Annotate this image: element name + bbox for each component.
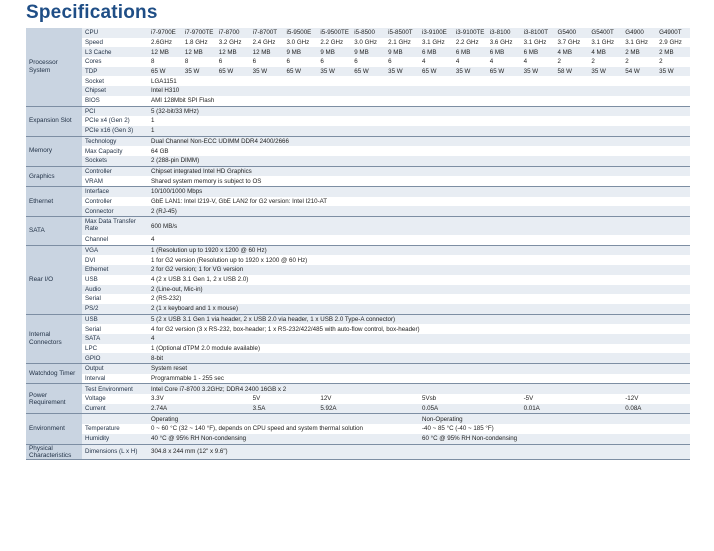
cpu-value-cell: i5-9500TE	[317, 28, 351, 38]
spec-row	[26, 255, 690, 265]
cpu-value-cell: 6	[250, 57, 284, 67]
spec-row	[26, 187, 690, 197]
cpu-value-cell: 9 MB	[284, 47, 318, 57]
spec-row	[26, 334, 690, 344]
power-value-cell: 5Vsb	[419, 394, 521, 404]
cpu-value-cell: 6 MB	[419, 47, 453, 57]
cpu-value-cell: G5400T	[588, 28, 622, 38]
cpu-value-cell: 65 W	[216, 67, 250, 77]
spec-value: Intel Core i7-8700 3.2GHz; DDR4 2400 16GB x 2	[148, 384, 690, 394]
spec-value: 5 (32-bit/33 MHz)	[148, 106, 690, 116]
spec-value: LGA1151	[148, 76, 690, 86]
row-label: Sockets	[82, 156, 148, 166]
cpu-value-cell: 3.2 GHz	[216, 38, 250, 48]
spec-row	[26, 294, 690, 304]
spec-value: 8-bit	[148, 353, 690, 363]
row-label: USB	[82, 314, 148, 324]
row-label: Controller	[82, 197, 148, 207]
spec-value: 1	[148, 116, 690, 126]
cpu-value-cell: 4 MB	[588, 47, 622, 57]
cpu-value-cell: 2	[588, 57, 622, 67]
power-value-cell: 0.01A	[521, 404, 623, 414]
spec-row	[26, 324, 690, 334]
power-value-cell: 3.5A	[250, 404, 318, 414]
power-value-cell: 3.3V	[148, 394, 250, 404]
cpu-value-cell: 2.4 GHz	[250, 38, 284, 48]
section-label: Processor System	[26, 28, 82, 106]
cpu-value-cell: i3-8100	[487, 28, 521, 38]
row-label: VRAM	[82, 176, 148, 186]
cpu-value-cell: 6 MB	[521, 47, 555, 57]
cpu-value-cell: 6	[216, 57, 250, 67]
power-value-cell: 2.74A	[148, 404, 250, 414]
spec-row	[26, 384, 690, 394]
cpu-value-cell: 3.1 GHz	[419, 38, 453, 48]
cpu-value-cell: i5-9500E	[284, 28, 318, 38]
cpu-value-cell: 65 W	[419, 67, 453, 77]
spec-value: 2 for G2 version; 1 for VG version	[148, 265, 690, 275]
spec-row	[26, 314, 690, 324]
cpu-value-cell: 9 MB	[317, 47, 351, 57]
spec-row	[26, 197, 690, 207]
spec-value: 2 (288-pin DIMM)	[148, 156, 690, 166]
cpu-value-cell: 3.0 GHz	[284, 38, 318, 48]
spec-row	[26, 444, 690, 460]
row-label: GPIO	[82, 353, 148, 363]
cpu-value-cell: 35 W	[317, 67, 351, 77]
row-label: LPC	[82, 344, 148, 354]
row-label: Channel	[82, 235, 148, 245]
spec-value: 1 (Resolution up to 1920 x 1200 @ 60 Hz)	[148, 245, 690, 255]
environment-value-cell: 0 ~ 60 °C (32 ~ 140 °F), depends on CPU speed and system thermal solution	[148, 424, 419, 434]
spec-row	[26, 166, 690, 176]
spec-value: 5 (2 x USB 3.1 Gen 1 via header, 2 x USB 2.0 via header, 1 x USB 2.0 Type-A connector)	[148, 314, 690, 324]
row-label: Serial	[82, 294, 148, 304]
row-label: Socket	[82, 76, 148, 86]
cpu-value-cell: 3.7 GHz	[555, 38, 589, 48]
cpu-value-cell: 35 W	[521, 67, 555, 77]
row-label: PCI	[82, 106, 148, 116]
power-value-cell: 0.08A	[622, 404, 690, 414]
row-label: Interval	[82, 374, 148, 384]
cpu-value-cell: 3.1 GHz	[521, 38, 555, 48]
power-value-cell: -5V	[521, 394, 623, 404]
section-label: Rear I/O	[26, 245, 82, 314]
spec-table-body	[26, 28, 690, 460]
spec-value: 1 for G2 version (Resolution up to 1920 x 1200 @ 60 Hz)	[148, 255, 690, 265]
cpu-value-cell: 6 MB	[487, 47, 521, 57]
spec-value: 4 (2 x USB 3.1 Gen 1, 2 x USB 2.0)	[148, 275, 690, 285]
row-label: Technology	[82, 136, 148, 146]
row-label: Output	[82, 364, 148, 374]
cpu-value-cell: 8	[182, 57, 216, 67]
row-label: DVI	[82, 255, 148, 265]
section-label: Internal Connectors	[26, 314, 82, 363]
spec-row	[26, 67, 690, 77]
cpu-value-cell: 6	[317, 57, 351, 67]
cpu-value-cell: 2	[555, 57, 589, 67]
spec-row	[26, 86, 690, 96]
section-label: Power Requirement	[26, 384, 82, 414]
cpu-value-cell: 12 MB	[216, 47, 250, 57]
cpu-value-cell: 2 MB	[622, 47, 656, 57]
cpu-value-cell: G4900	[622, 28, 656, 38]
row-label: Voltage	[82, 394, 148, 404]
spec-row	[26, 374, 690, 384]
row-label: Max Data Transfer Rate	[82, 217, 148, 236]
spec-value: 1	[148, 126, 690, 136]
cpu-value-cell: 4	[453, 57, 487, 67]
cpu-value-cell: 65 W	[148, 67, 182, 77]
spec-row	[26, 364, 690, 374]
spec-value: 2 (RJ-45)	[148, 206, 690, 216]
spec-row	[26, 96, 690, 106]
spec-row	[26, 344, 690, 354]
spec-row	[26, 245, 690, 255]
cpu-value-cell: 2	[656, 57, 690, 67]
power-value-cell: 5.92A	[317, 404, 419, 414]
cpu-value-cell: i3-9100TE	[453, 28, 487, 38]
row-label: Cores	[82, 57, 148, 67]
cpu-value-cell: 4	[419, 57, 453, 67]
cpu-value-cell: 8	[148, 57, 182, 67]
spec-value: 600 MB/s	[148, 217, 690, 236]
power-value-cell: -12V	[622, 394, 690, 404]
cpu-value-cell: i5-8500	[351, 28, 385, 38]
cpu-value-cell: 3.0 GHz	[351, 38, 385, 48]
section-label: Watchdog Timer	[26, 364, 82, 384]
row-label: Test Environment	[82, 384, 148, 394]
row-label: PS/2	[82, 304, 148, 314]
cpu-value-cell: 4	[487, 57, 521, 67]
power-value-cell: 0.05A	[419, 404, 521, 414]
cpu-value-cell: 6	[284, 57, 318, 67]
spec-row	[26, 28, 690, 38]
spec-row	[26, 57, 690, 67]
cpu-value-cell: 6	[351, 57, 385, 67]
cpu-value-cell: 4 MB	[555, 47, 589, 57]
spec-value: 10/100/1000 Mbps	[148, 187, 690, 197]
spec-row	[26, 217, 690, 236]
cpu-value-cell: 3.6 GHz	[487, 38, 521, 48]
row-label: Humidity	[82, 434, 148, 444]
row-label: PCIe x16 (Gen 3)	[82, 126, 148, 136]
cpu-value-cell: 35 W	[656, 67, 690, 77]
cpu-value-cell: 35 W	[182, 67, 216, 77]
spec-value: 64 GB	[148, 146, 690, 156]
cpu-value-cell: 35 W	[250, 67, 284, 77]
spec-row	[26, 47, 690, 57]
section-label: Physical Characteristics	[26, 444, 82, 460]
power-value-cell: 5V	[250, 394, 318, 404]
section-label: Expansion Slot	[26, 106, 82, 136]
spec-value: 2 (1 x keyboard and 1 x mouse)	[148, 304, 690, 314]
row-label: PCIe x4 (Gen 2)	[82, 116, 148, 126]
row-label: USB	[82, 275, 148, 285]
row-label: BIOS	[82, 96, 148, 106]
cpu-value-cell: 2.2 GHz	[317, 38, 351, 48]
row-label: L3 Cache	[82, 47, 148, 57]
row-label: Max Capacity	[82, 146, 148, 156]
spec-table	[26, 28, 690, 460]
cpu-value-cell: 35 W	[588, 67, 622, 77]
environment-value-cell: 40 °C @ 95% RH Non-condensing	[148, 434, 419, 444]
cpu-value-cell: 35 W	[385, 67, 419, 77]
spec-row	[26, 176, 690, 186]
cpu-value-cell: G4900T	[656, 28, 690, 38]
cpu-value-cell: 65 W	[284, 67, 318, 77]
spec-row	[26, 285, 690, 295]
spec-value: Programmable 1 - 255 sec	[148, 374, 690, 384]
row-label: Chipset	[82, 86, 148, 96]
cpu-value-cell: 9 MB	[351, 47, 385, 57]
spec-row	[26, 156, 690, 166]
row-label: CPU	[82, 28, 148, 38]
cpu-value-cell: 2.6GHz	[148, 38, 182, 48]
cpu-value-cell: 2.2 GHz	[453, 38, 487, 48]
cpu-value-cell: 12 MB	[250, 47, 284, 57]
spec-value: 4 for G2 version (3 x RS-232, box-header; 1 x RS-232/422/485 with auto-flow control, box-header)	[148, 324, 690, 334]
spec-row	[26, 304, 690, 314]
cpu-value-cell: 58 W	[555, 67, 589, 77]
spec-value: 2 (Line-out, Mic-in)	[148, 285, 690, 295]
cpu-value-cell: 3.1 GHz	[622, 38, 656, 48]
spec-value: Dual Channel Non-ECC UDIMM DDR4 2400/2666	[148, 136, 690, 146]
environment-value-cell: -40 ~ 85 °C (-40 ~ 185 °F)	[419, 424, 690, 434]
spec-row	[26, 404, 690, 414]
cpu-value-cell: i7-8700T	[250, 28, 284, 38]
row-label: Connector	[82, 206, 148, 216]
cpu-value-cell: i3-8100T	[521, 28, 555, 38]
spec-row	[26, 38, 690, 48]
spec-row	[26, 394, 690, 404]
spec-value: 1 (Optional dTPM 2.0 module available)	[148, 344, 690, 354]
section-label: Ethernet	[26, 187, 82, 217]
spec-row	[26, 235, 690, 245]
spec-row	[26, 106, 690, 116]
cpu-value-cell: 2.9 GHz	[656, 38, 690, 48]
spec-row	[26, 206, 690, 216]
cpu-value-cell: 6 MB	[453, 47, 487, 57]
row-label: TDP	[82, 67, 148, 77]
cpu-value-cell: 2	[622, 57, 656, 67]
spec-row	[26, 136, 690, 146]
spec-row	[26, 76, 690, 86]
spec-row	[26, 146, 690, 156]
cpu-value-cell: 35 W	[453, 67, 487, 77]
cpu-value-cell: 2 MB	[656, 47, 690, 57]
spec-value: 304.8 x 244 mm (12" x 9.6")	[148, 444, 690, 460]
cpu-value-cell: G5400	[555, 28, 589, 38]
row-label	[82, 414, 148, 424]
row-label: Interface	[82, 187, 148, 197]
section-label: Graphics	[26, 166, 82, 186]
cpu-value-cell: 12 MB	[182, 47, 216, 57]
cpu-value-cell: i7-9700TE	[182, 28, 216, 38]
spec-row	[26, 126, 690, 136]
cpu-value-cell: 6	[385, 57, 419, 67]
spec-value: GbE LAN1: Intel I219-V, GbE LAN2 for G2 version: Intel I210-AT	[148, 197, 690, 207]
cpu-value-cell: i3-9100E	[419, 28, 453, 38]
spec-value: 4	[148, 334, 690, 344]
row-label: Dimensions (L x H)	[82, 444, 148, 460]
section-label: SATA	[26, 217, 82, 246]
cpu-value-cell: 9 MB	[385, 47, 419, 57]
row-label: Current	[82, 404, 148, 414]
power-value-cell: 12V	[317, 394, 419, 404]
spec-value: Intel H310	[148, 86, 690, 96]
spec-row	[26, 116, 690, 126]
spec-row	[26, 275, 690, 285]
spec-row	[26, 414, 690, 424]
cpu-value-cell: 3.1 GHz	[588, 38, 622, 48]
spec-value: AMI 128Mbit SPI Flash	[148, 96, 690, 106]
environment-value-cell: Non-Operating	[419, 414, 690, 424]
spec-row	[26, 424, 690, 434]
environment-value-cell: 60 °C @ 95% RH Non-condensing	[419, 434, 690, 444]
spec-value: 2 (RS-232)	[148, 294, 690, 304]
row-label: Controller	[82, 166, 148, 176]
row-label: VGA	[82, 245, 148, 255]
environment-value-cell: Operating	[148, 414, 419, 424]
spec-row	[26, 265, 690, 275]
spec-row	[26, 434, 690, 444]
section-label: Environment	[26, 414, 82, 444]
cpu-value-cell: 1.8 GHz	[182, 38, 216, 48]
spec-value: Chipset integrated Intel HD Graphics	[148, 166, 690, 176]
cpu-value-cell: i7-8700	[216, 28, 250, 38]
section-label: Memory	[26, 136, 82, 166]
cpu-value-cell: i5-8500T	[385, 28, 419, 38]
page-title: Specifications	[26, 2, 158, 23]
cpu-value-cell: 54 W	[622, 67, 656, 77]
cpu-value-cell: i7-9700E	[148, 28, 182, 38]
row-label: Speed	[82, 38, 148, 48]
row-label: SATA	[82, 334, 148, 344]
spec-value: System reset	[148, 364, 690, 374]
cpu-value-cell: 2.1 GHz	[385, 38, 419, 48]
row-label: Ethernet	[82, 265, 148, 275]
row-label: Temperature	[82, 424, 148, 434]
cpu-value-cell: 4	[521, 57, 555, 67]
cpu-value-cell: 65 W	[351, 67, 385, 77]
row-label: Serial	[82, 324, 148, 334]
row-label: Audio	[82, 285, 148, 295]
cpu-value-cell: 65 W	[487, 67, 521, 77]
spec-value: 4	[148, 235, 690, 245]
spec-row	[26, 353, 690, 363]
cpu-value-cell: 12 MB	[148, 47, 182, 57]
spec-value: Shared system memory is subject to OS	[148, 176, 690, 186]
